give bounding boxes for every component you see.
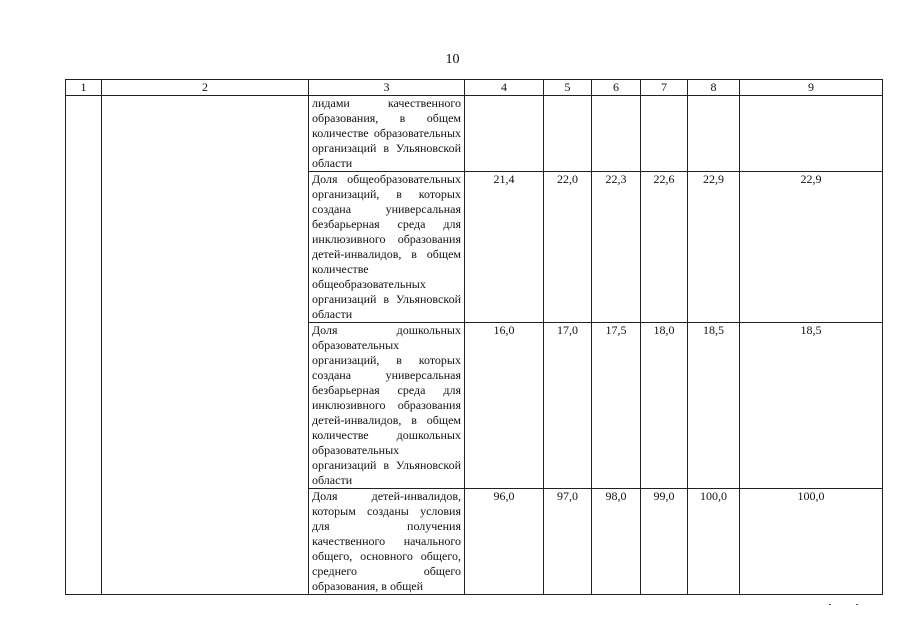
indicator-description: Доля общеобразовательных организаций, в которых создана универсальная безбарьерная среда для инклюзивного образования детей-инвалидов, в общем количестве общеобразовательных организаций в Ульяновской области <box>309 172 465 323</box>
value-cell: 22,6 <box>641 172 688 323</box>
value-cell: 22,0 <box>544 172 592 323</box>
indicator-description: Доля дошкольных образовательных организаций, в которых создана универсальная безбарьерная среда для инклюзивного образования детей-инвалидов, в общем количестве дошкольных образовательных организаций в Ульяновской области <box>309 323 465 489</box>
value-cell: 22,3 <box>592 172 641 323</box>
value-cell <box>740 96 883 172</box>
indicator-table <box>65 79 883 595</box>
column-header-9: 9 <box>740 80 883 96</box>
indicator-description: Доля детей-инвалидов, которым созданы условия для получения качественного начального общего, основного общего, среднего общего образования, в общей <box>309 489 465 595</box>
value-cell: 22,9 <box>740 172 883 323</box>
column-header-2: 2 <box>102 80 309 96</box>
table-row <box>66 96 883 172</box>
column-header-8: 8 <box>688 80 740 96</box>
value-cell: 97,0 <box>544 489 592 595</box>
value-cell <box>544 96 592 172</box>
cell-col-2 <box>102 96 309 595</box>
value-cell: 100,0 <box>688 489 740 595</box>
column-header-7: 7 <box>641 80 688 96</box>
value-cell: 16,0 <box>465 323 544 489</box>
column-header-6: 6 <box>592 80 641 96</box>
column-header-4: 4 <box>465 80 544 96</box>
column-number-row <box>66 80 883 96</box>
column-header-3: 3 <box>309 80 465 96</box>
value-cell: 18,5 <box>740 323 883 489</box>
value-cell <box>688 96 740 172</box>
value-cell: 18,5 <box>688 323 740 489</box>
value-cell: 96,0 <box>465 489 544 595</box>
value-cell: 21,4 <box>465 172 544 323</box>
cell-col-1 <box>66 96 102 595</box>
value-cell: 22,9 <box>688 172 740 323</box>
value-cell: 17,5 <box>592 323 641 489</box>
value-cell: 18,0 <box>641 323 688 489</box>
value-cell <box>641 96 688 172</box>
column-header-5: 5 <box>544 80 592 96</box>
value-cell: 17,0 <box>544 323 592 489</box>
scan-speck <box>856 604 858 605</box>
page-number: 10 <box>445 52 460 67</box>
value-cell: 100,0 <box>740 489 883 595</box>
value-cell: 98,0 <box>592 489 641 595</box>
scan-speck <box>829 604 831 605</box>
value-cell <box>592 96 641 172</box>
indicator-description: лидами качественного образования, в общем количестве образовательных организаций в Ульяновской области <box>309 96 465 172</box>
value-cell <box>465 96 544 172</box>
column-header-1: 1 <box>66 80 102 96</box>
value-cell: 99,0 <box>641 489 688 595</box>
